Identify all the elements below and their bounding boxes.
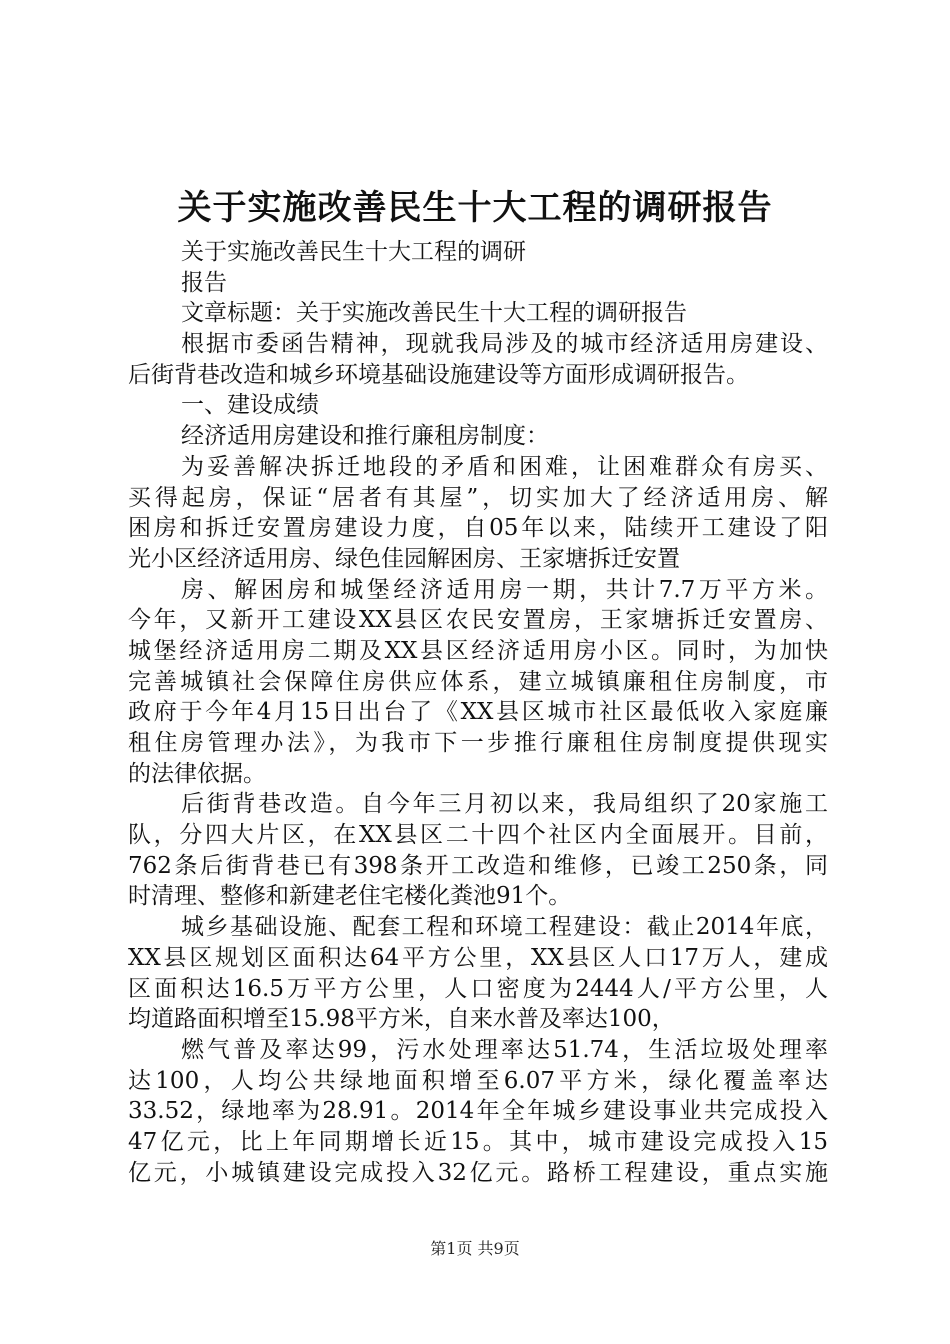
body-line: 762条后街背巷已有398条开工改造和维修，已竣工250条，同	[128, 852, 828, 879]
body-line: 文章标题：关于实施改善民生十大工程的调研报告	[181, 300, 687, 327]
body-line: 的法律依据。	[128, 760, 266, 787]
body-line: 经济适用房建设和推行廉租房制度：	[181, 423, 549, 450]
body-line: 均道路面积增至15.98平方米，自来水普及率达100，	[128, 1006, 675, 1033]
body-line: 为妥善解决拆迁地段的矛盾和困难，让困难群众有房买、	[181, 453, 828, 480]
page-number-footer: 第1页 共9页	[430, 1239, 520, 1258]
body-line: 区面积达16.5万平方公里，人口密度为2444人/平方公里，人	[128, 975, 828, 1002]
body-line: 房、解困房和城堡经济适用房一期，共计7.7万平方米。	[181, 576, 828, 603]
body-line: 后街背巷改造和城乡环境基础设施建设等方面形成调研报告。	[128, 361, 749, 388]
document-title: 关于实施改善民生十大工程的调研报告	[177, 188, 773, 228]
body-line: 队，分四大片区，在XX县区二十四个社区内全面展开。目前，	[128, 822, 828, 849]
body-line: 租住房管理办法》，为我市下一步推行廉租住房制度提供现实	[128, 730, 828, 756]
document-body	[128, 237, 828, 1188]
body-line: XX县区规划区面积达64平方公里，XX县区人口17万人，建成	[128, 944, 828, 971]
body-line: 政府于今年4月15日出台了《XX县区城市社区最低收入家庭廉	[128, 699, 828, 726]
body-line: 城堡经济适用房二期及XX县区经济适用房小区。同时，为加快	[128, 637, 828, 664]
body-line: 一、建设成绩	[181, 392, 319, 419]
body-line: 光小区经济适用房、绿色佳园解困房、王家塘拆迁安置	[128, 545, 680, 572]
body-line: 亿元，小城镇建设完成投入32亿元。路桥工程建设，重点实施	[128, 1159, 828, 1186]
body-line: 今年，又新开工建设XX县区农民安置房，王家塘拆迁安置房、	[128, 607, 828, 634]
body-line: 47亿元，比上年同期增长近15。其中，城市建设完成投入15	[128, 1128, 828, 1155]
body-line: 完善城镇社会保障住房供应体系，建立城镇廉租住房制度，市	[128, 668, 828, 695]
body-line: 买得起房，保证“居者有其屋”，切实加大了经济适用房、解	[128, 484, 828, 511]
body-line: 后街背巷改造。自今年三月初以来，我局组织了20家施工	[181, 791, 828, 818]
body-line: 时清理、整修和新建老住宅楼化粪池91个。	[128, 883, 572, 910]
body-line: 达100，人均公共绿地面积增至6.07平方米，绿化覆盖率达	[128, 1067, 828, 1094]
body-line: 关于实施改善民生十大工程的调研	[181, 239, 526, 265]
body-line: 33.52，绿地率为28.91。2014年全年城乡建设事业共完成投入	[128, 1098, 828, 1125]
body-line: 燃气普及率达99，污水处理率达51.74，生活垃圾处理率	[181, 1036, 828, 1063]
body-line: 报告	[181, 269, 227, 296]
body-line: 根据市委函告精神，现就我局涉及的城市经济适用房建设、	[181, 331, 828, 358]
body-line: 城乡基础设施、配套工程和环境工程建设：截止2014年底，	[181, 914, 828, 941]
body-line: 困房和拆迁安置房建设力度，自05年以来，陆续开工建设了阳	[128, 515, 828, 542]
